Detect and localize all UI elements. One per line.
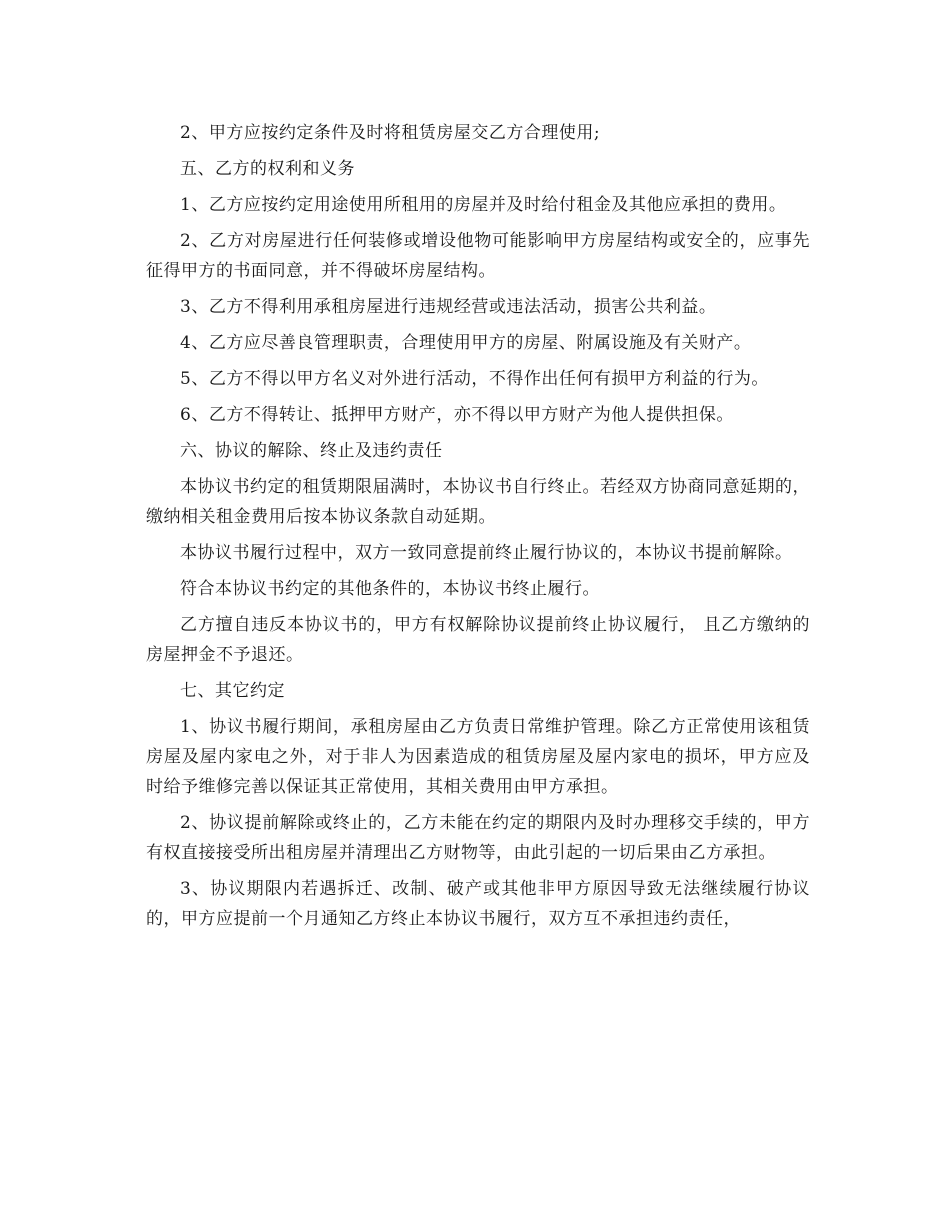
paragraph-lessor-duty-2: 2、甲方应按约定条件及时将租赁房屋交乙方合理使用; xyxy=(180,123,601,143)
section-heading-termination: 六、协议的解除、终止及违约责任 xyxy=(180,441,443,461)
paragraph-other-1: 1、协议书履行期间，承租房屋由乙方负责日常维护管理。除乙方正常使用该租赁房屋及屋内家电之外，对于非人为因素造成的租赁房屋及屋内家电的损坏，甲方应及时给予维修完善以保证其正常使用，其相关费用由甲方承担。 xyxy=(146,717,810,797)
section-heading-other-terms: 七、其它约定 xyxy=(180,681,285,701)
paragraph-termination-3: 符合本协议书约定的其他条件的，本协议书终止履行。 xyxy=(180,579,600,599)
paragraph-lessee-duty-4: 4、乙方应尽善良管理职责，合理使用甲方的房屋、附属设施及有关财产。 xyxy=(180,333,752,353)
paragraph-other-3: 3、协议期限内若遇拆迁、改制、破产或其他非甲方原因导致无法继续履行协议的，甲方应提前一个月通知乙方终止本协议书履行，双方互不承担违约责任， xyxy=(146,879,810,929)
paragraph-lessee-duty-3: 3、乙方不得利用承租房屋进行违规经营或违法活动，损害公共利益。 xyxy=(180,297,717,317)
paragraph-lessee-duty-6: 6、乙方不得转让、抵押甲方财产，亦不得以甲方财产为他人提供担保。 xyxy=(180,405,734,425)
paragraph-other-2: 2、协议提前解除或终止的，乙方未能在约定的期限内及时办理移交手续的，甲方有权直接接受所出租房屋并清理出乙方财物等，由此引起的一切后果由乙方承担。 xyxy=(146,813,810,863)
paragraph-termination-1: 本协议书约定的租赁期限届满时，本协议书自行终止。若经双方协商同意延期的，缴纳相关租金费用后按本协议条款自动延期。 xyxy=(146,477,810,527)
paragraph-termination-4: 乙方擅自违反本协议书的，甲方有权解除协议提前终止协议履行， 且乙方缴纳的房屋押金不予退还。 xyxy=(146,615,810,665)
paragraph-lessee-duty-1: 1、乙方应按约定用途使用所租用的房屋并及时给付租金及其他应承担的费用。 xyxy=(180,195,787,215)
paragraph-lessee-duty-5: 5、乙方不得以甲方名义对外进行活动，不得作出任何有损甲方利益的行为。 xyxy=(180,369,769,389)
paragraph-termination-2: 本协议书履行过程中，双方一致同意提前终止履行协议的，本协议书提前解除。 xyxy=(180,543,793,563)
document-body xyxy=(146,118,810,940)
paragraph-lessee-duty-2: 2、乙方对房屋进行任何装修或增设他物可能影响甲方房屋结构或安全的，应事先征得甲方的书面同意，并不得破坏房屋结构。 xyxy=(146,231,810,281)
section-heading-lessee-rights: 五、乙方的权利和义务 xyxy=(180,159,355,179)
